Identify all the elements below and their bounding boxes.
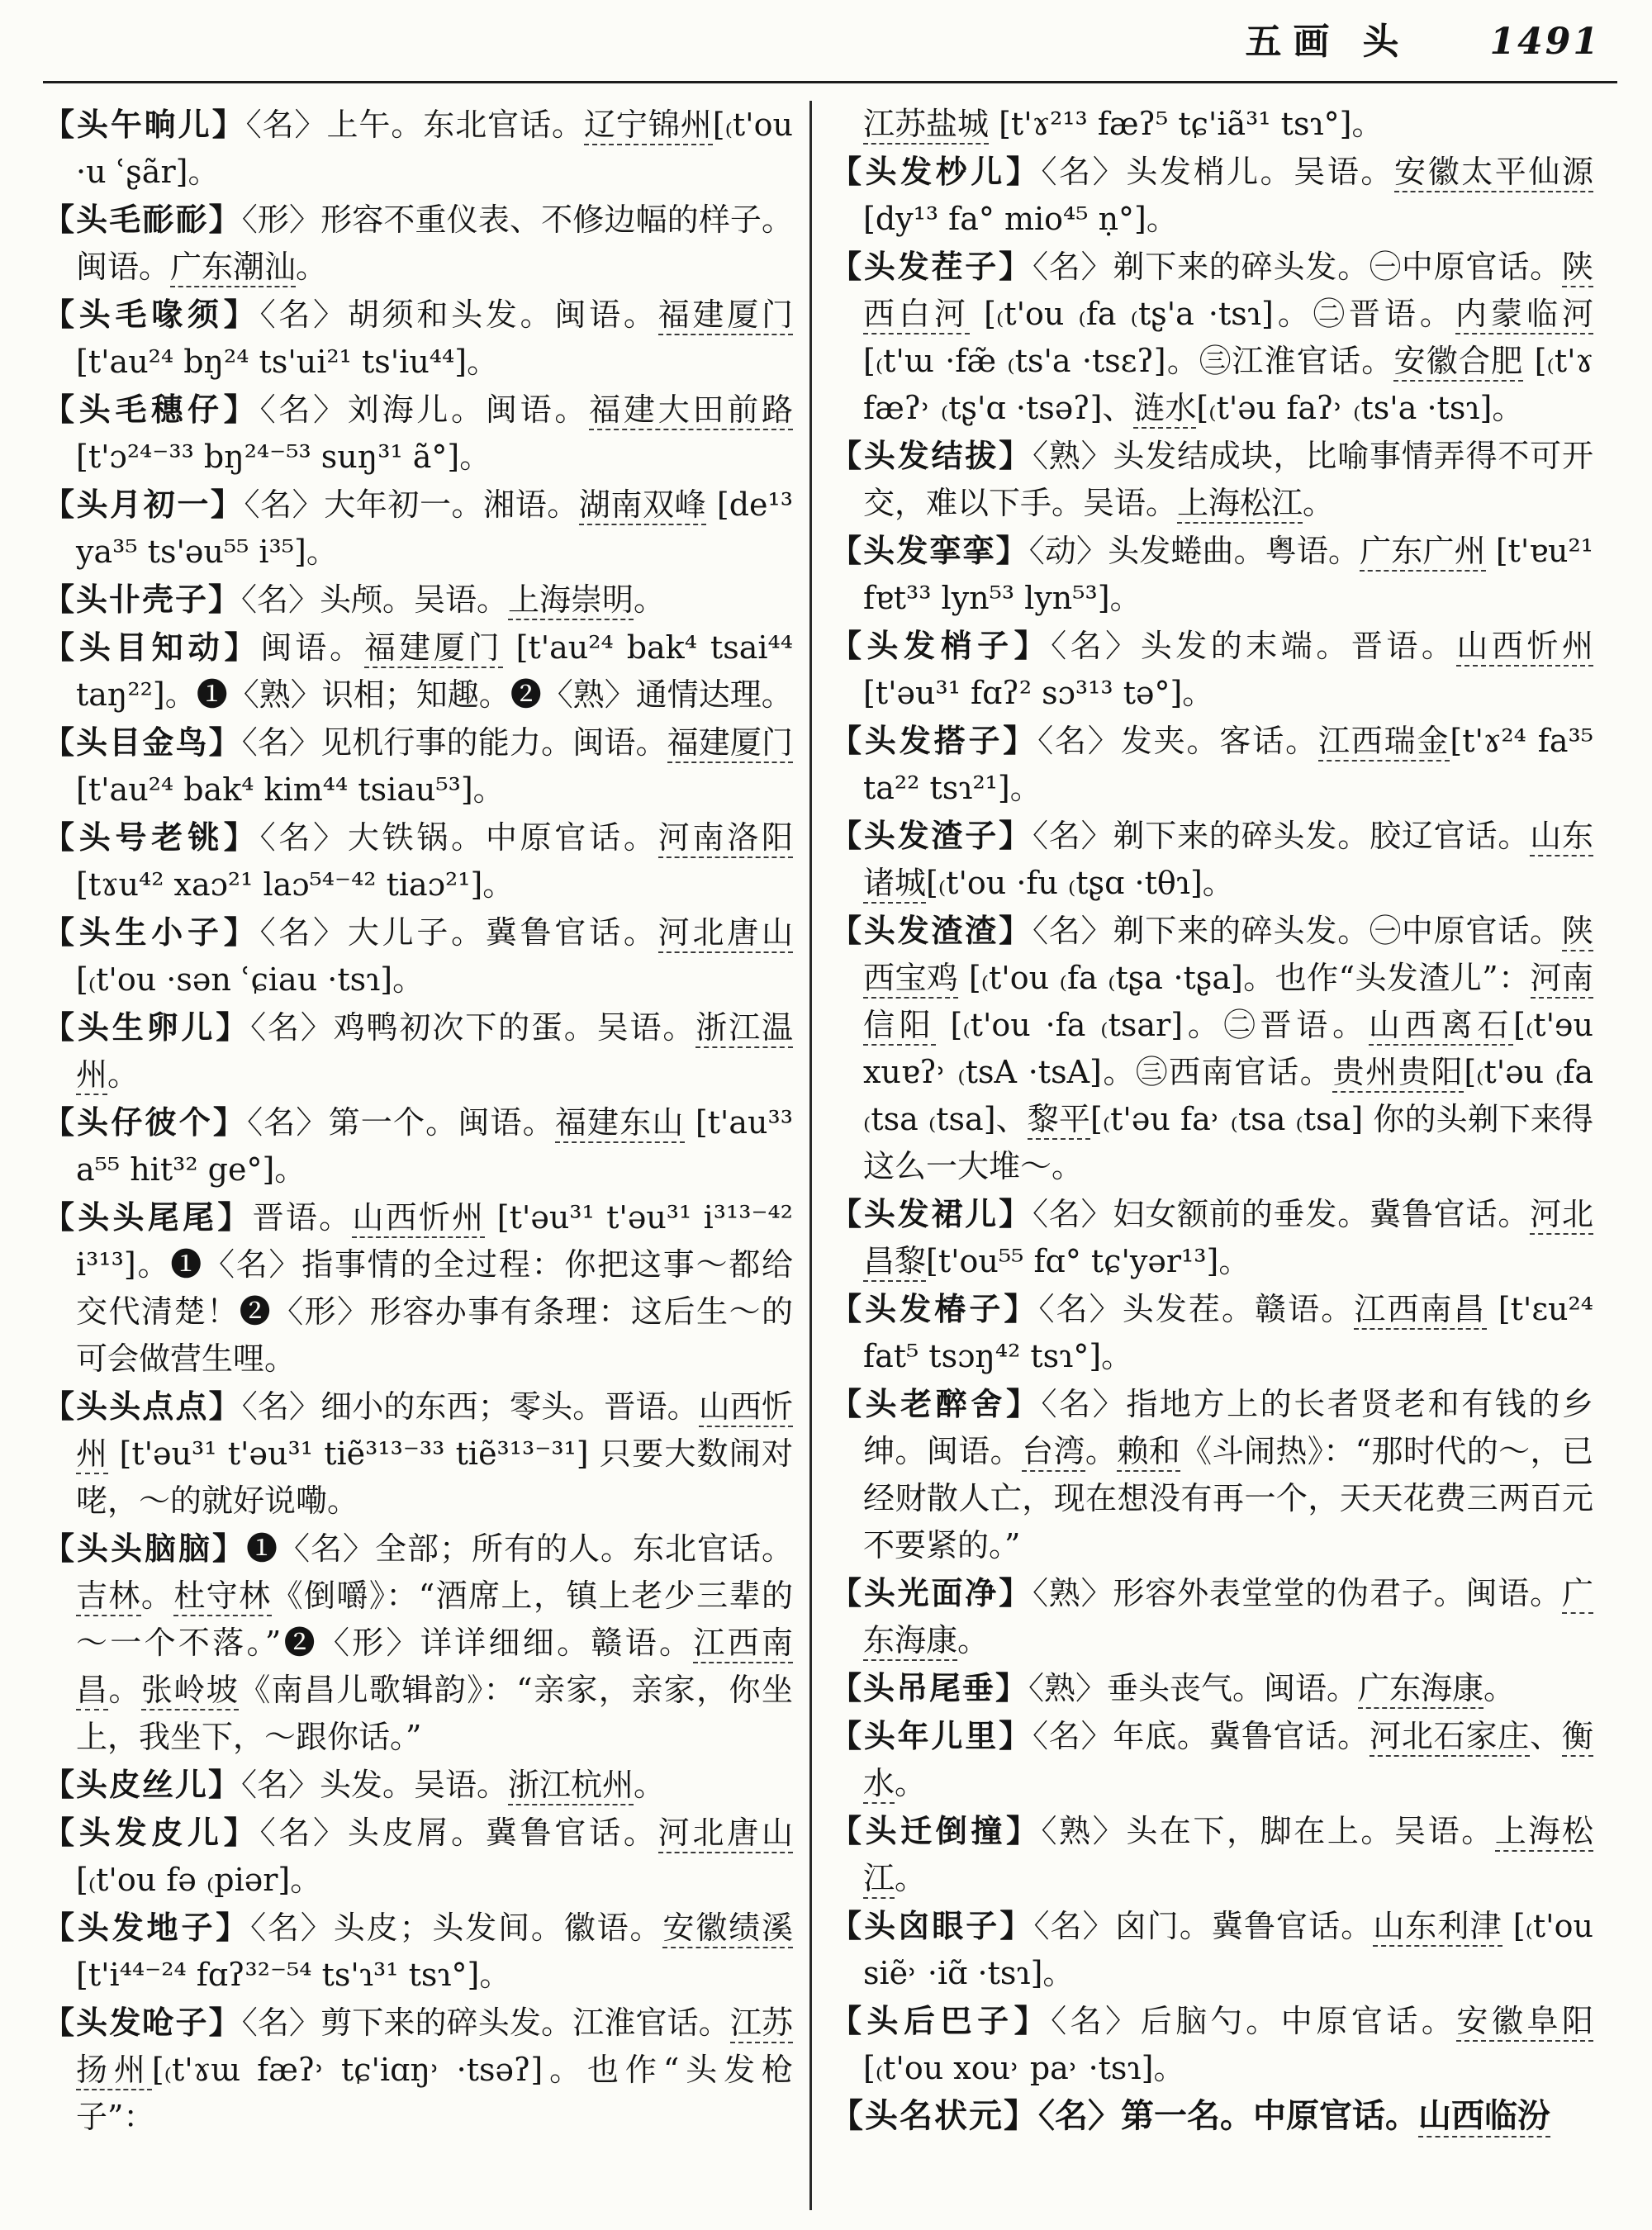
place-name-underline: 广东潮汕 [170, 249, 296, 287]
place-name-underline: 上海松江 [863, 1813, 1593, 1899]
entry-body: 〈名〉剃下来的碎头发。㊀中原官话。陕西白河 [₍t'ou ₍fa ₍tʂ'a ·tsɿ]。㊁晋语。内蒙临河 [₍t'ɯ ·fæ̃ ₍ts'a ·tsɛʔ]。㊂江淮官话。安徽合肥 [₍t'ɤ fæʔ˒ ₍tʂ'ɑ ·tsəʔ]、涟水[₍t'əu faʔ˒ ₍ts'a ·tsɿ]。 [863, 249, 1593, 429]
dictionary-entry [43, 576, 793, 624]
place-name-underline: 福建东山 [555, 1104, 685, 1143]
entry-headword: 【头发茬子】 [830, 248, 1032, 285]
entry-body: 〈熟〉头在下，脚在上。吴语。上海松江。 [863, 1813, 1593, 1899]
place-name-underline: 安徽太平仙源 [1394, 154, 1593, 192]
entry-body: 〈名〉年底。冀鲁官话。河北石家庄、衡水。 [863, 1718, 1593, 1804]
place-name-underline: 陕西宝鸡 [863, 913, 1593, 999]
entry-body: 〈名〉头颅。吴语。上海崇明。 [241, 581, 665, 620]
dictionary-entry [43, 1383, 793, 1525]
place-name-underline: 杜守林 [173, 1578, 271, 1616]
entry-headword: 【头号老铫】 [43, 818, 260, 856]
dictionary-entry [830, 1190, 1593, 1285]
dictionary-entry [43, 1999, 793, 2141]
place-name-underline: 山西临汾 [1418, 2096, 1550, 2137]
entry-body: 〈名〉剃下来的碎头发。胶辽官话。山东诸城[₍t'ou ·fu ₍tʂɑ ·tθɿ]。 [863, 818, 1593, 904]
place-name-underline: 福建厦门 [667, 724, 793, 763]
entry-headword: 【头发杪儿】 [830, 153, 1042, 190]
place-name-underline: 山西离石 [1369, 1007, 1513, 1046]
entry-body: 〈名〉鸡鸭初次下的蛋。吴语。浙江温州。 [76, 1009, 793, 1095]
place-name-underline: 安徽绩溪 [662, 1910, 793, 1948]
entry-headword: 【头发搭子】 [830, 722, 1038, 759]
entry-headword: 【头毛耏耏】 [43, 201, 242, 238]
entry-headword: 【头头尾尾】 [43, 1198, 253, 1236]
entry-body: 〈形〉形容不重仪表、不修边幅的样子。闽语。广东潮汕。 [76, 202, 793, 287]
dictionary-entry [830, 717, 1593, 812]
dictionary-entry [830, 812, 1593, 907]
entry-body: 〈名〉头皮屑。冀鲁官话。河北唐山 [₍t'ou fə ₍piər]。 [76, 1815, 793, 1898]
entry-headword: 【头毛喙须】 [43, 296, 260, 333]
entry-body: 〈名〉大儿子。冀鲁官话。河北唐山 [₍t'ou ·sən ʿɕiau ·tsɿ]。 [76, 914, 793, 998]
dictionary-entry [43, 1761, 793, 1809]
entry-headword: 【头生卵儿】 [43, 1008, 251, 1046]
dictionary-entry [43, 1193, 793, 1383]
entry-headword: 【头老醉舍】 [830, 1385, 1042, 1422]
dictionary-entry [830, 1664, 1593, 1712]
entry-body: 〈名〉后脑勺。中原官话。安徽阜阳 [₍t'ou xou˒ pa˒ ·tsɿ]。 [863, 2003, 1593, 2086]
dictionary-entry [43, 101, 793, 196]
dictionary-entry [43, 196, 793, 291]
dictionary-entry [830, 1380, 1593, 1569]
entry-body: 〈名〉头皮；头发间。徽语。安徽绩溪 [t'i⁴⁴⁻²⁴ fɑʔ³²⁻⁵⁴ ts'ɿ³¹ tsɿ°]。 [76, 1910, 793, 1993]
entry-body: 〈名〉头发。吴语。浙江杭州。 [241, 1767, 665, 1805]
entry-headword: 【头名状元】 [830, 2096, 1038, 2135]
entry-headword: 【头发地子】 [43, 1909, 251, 1946]
dictionary-entry [830, 148, 1593, 243]
entry-headword: 【头年儿里】 [830, 1717, 1032, 1754]
dictionary-entry [43, 1809, 793, 1904]
dictionary-entry [830, 1285, 1593, 1380]
entry-body: 〈名〉刘海儿。闽语。福建大田前路 [t'ɔ²⁴⁻³³ bŋ²⁴⁻⁵³ suŋ³¹ ã°]。 [76, 391, 793, 475]
place-name-underline: 湖南双峰 [579, 486, 706, 525]
entry-headword: 【头后巴子】 [830, 2002, 1051, 2039]
dictionary-entry [830, 1712, 1593, 1807]
entry-headword: 【头头点点】 [43, 1388, 242, 1425]
place-name-underline: 浙江温州 [76, 1009, 793, 1095]
place-name-underline: 衡水 [863, 1718, 1593, 1804]
place-name-underline: 福建厦门 [658, 297, 793, 335]
entry-headword: 【头发梢子】 [830, 627, 1051, 664]
left-column [43, 101, 793, 2210]
entry-body: 〈名〉上午。东北官话。辽宁锦州[₍t'ou ·u ʿʂãr]。 [76, 107, 793, 190]
entry-headword: 【头发结拔】 [830, 437, 1032, 474]
entry-headword: 【头发裙儿】 [830, 1195, 1032, 1232]
place-name-underline: 福建大田前路 [589, 391, 793, 430]
entry-headword: 【头头脑脑】 [43, 1530, 246, 1567]
entry-body: 〈名〉指地方上的长者贤老和有钱的乡绅。闽语。台湾。赖和《斗闹热》：“那时代的～，已经财散人亡，现在想没有再一个，天天花费三两百元不要紧的。” [863, 1386, 1593, 1563]
place-name-underline: 河北唐山 [658, 914, 793, 953]
entry-headword: 【头卝壳子】 [43, 581, 242, 618]
entry-body: 〈名〉见机行事的能力。闽语。福建厦门 [t'au²⁴ bak⁴ kim⁴⁴ tsiau⁵³]。 [76, 724, 793, 808]
dictionary-entry [43, 624, 793, 719]
place-name-underline: 广东海康 [1358, 1670, 1483, 1709]
place-name-underline: 江苏盐城 [863, 106, 989, 145]
dictionary-entry [43, 909, 793, 1004]
header-radical: 头 [1362, 21, 1399, 63]
place-name-underline: 上海松江 [1177, 485, 1303, 524]
place-name-underline: 浙江杭州 [508, 1767, 634, 1805]
entry-headword: 【头发椿子】 [830, 1290, 1039, 1327]
entry-headword: 【头囟眼子】 [830, 1907, 1034, 1944]
entry-headword: 【头发渣渣】 [830, 912, 1032, 949]
place-name-underline: 河北昌黎 [863, 1196, 1593, 1282]
place-name-underline: 山西忻州 [352, 1199, 485, 1238]
dictionary-entry [830, 1997, 1593, 2092]
entry-headword: 【头目知动】 [43, 629, 261, 666]
place-name-underline: 河南信阳 [863, 960, 1593, 1046]
entry-body: 闽语。福建厦门 [t'au²⁴ bak⁴ tsai⁴⁴ taŋ²²]。❶〈熟〉识相；知趣。❷〈熟〉通情达理。 [76, 629, 793, 713]
dictionary-entry [830, 1807, 1593, 1902]
dictionary-entry [43, 1904, 793, 1999]
place-name-underline: 江西瑞金 [1318, 723, 1450, 762]
entry-body: 〈名〉发夹。客话。江西瑞金[t'ɤ²⁴ fa³⁵ ta²² tsɿ²¹]。 [863, 723, 1593, 806]
entry-headword: 【头吊尾垂】 [830, 1669, 1029, 1706]
place-name-underline: 广东广州 [1360, 533, 1486, 572]
dictionary-entry [830, 907, 1593, 1190]
entry-headword: 【头迁倒撞】 [830, 1812, 1042, 1849]
place-name-underline: 安徽合肥 [1393, 343, 1523, 382]
entry-body: 〈名〉剪下来的碎头发。江淮官话。江苏扬州[₍t'ɤɯ fæʔ˒ tɕ'iɑŋ˒ ·tsəʔ]。也作“头发枪子”： [76, 2005, 793, 2135]
dictionary-entry [830, 622, 1593, 717]
place-name-underline: 山西忻州 [76, 1388, 793, 1474]
place-name-underline: 吉林 [76, 1578, 141, 1616]
entry-headword: 【头毛穗仔】 [43, 391, 260, 428]
dictionary-entry [43, 1525, 793, 1761]
entry-headword: 【头发渣子】 [830, 817, 1032, 854]
place-name-underline: 贵州贵阳 [1332, 1054, 1464, 1093]
dictionary-entry [43, 814, 793, 909]
place-name-underline: 张岭坡 [141, 1672, 239, 1710]
entry-headword: 【头发皮儿】 [43, 1814, 260, 1851]
entry-body: 〈名〉妇女额前的垂发。冀鲁官话。河北昌黎[t'ou⁵⁵ fɑ° tɕ'yər¹³]。 [863, 1196, 1593, 1282]
entry-body: 〈名〉剃下来的碎头发。㊀中原官话。陕西宝鸡 [₍t'ou ₍fa ₍tʂa ·tʂa]。也作“头发渣儿”：河南信阳 [₍t'ou ·fa ₍tsar]。㊁晋语。山西离石[₍t'ɘu xuɐʔ˒ ₍tsA ·tsA]。㊂西南官话。贵州贵阳[₍t'əu ₍fa ₍tsa ₍tsa]、黎平[₍t'əu fa˒ ₍tsa ₍tsa] 你的头剃下来得这么一大堆～。 [863, 913, 1593, 1184]
content-columns [43, 101, 1621, 2210]
entry-headword: 【头生小子】 [43, 913, 260, 951]
dictionary-entry [43, 386, 793, 481]
entry-body: 〈名〉第一名。中原官话。山西临汾 [1038, 2096, 1550, 2137]
header-rule [43, 81, 1617, 83]
column-divider [809, 101, 812, 2210]
place-name-underline: 黎平 [1028, 1101, 1090, 1140]
entry-headword: 【头仔彼个】 [43, 1103, 248, 1141]
dictionary-entry [43, 719, 793, 814]
entry-body: 〈熟〉垂头丧气。闽语。广东海康。 [1028, 1670, 1515, 1709]
place-name-underline: 广东海康 [863, 1575, 1593, 1661]
dictionary-entry [43, 481, 793, 576]
entry-body: 〈熟〉形容外表堂堂的伪君子。闽语。广东海康。 [863, 1575, 1593, 1661]
entry-headword: 【头月初一】 [43, 486, 244, 523]
entry-body: 〈动〉头发蜷曲。粤语。广东广州 [t'ɐu²¹ fɐt³³ lyn⁵³ lyn⁵³]。 [863, 533, 1593, 616]
entry-body: 〈名〉大年初一。湘语。湖南双峰 [de¹³ ya³⁵ ts'əu⁵⁵ i³⁵]。 [76, 486, 793, 570]
dictionary-entry-continuation [830, 101, 1593, 148]
dictionary-entry [830, 1902, 1593, 1997]
entry-body: 江苏盐城 [t'ɤ²¹³ fæʔ⁵ tɕ'iã³¹ tsɿ°]。 [863, 106, 1383, 145]
place-name-underline: 辽宁锦州 [584, 107, 713, 145]
entry-body: 〈熟〉头发结成块，比喻事情弄得不可开交，难以下手。吴语。上海松江。 [863, 438, 1593, 524]
entry-body: 〈名〉头发的末端。晋语。山西忻州 [t'əu³¹ fɑʔ² sɔ³¹³ tə°]。 [863, 628, 1593, 711]
place-name-underline: 台湾 [1022, 1433, 1085, 1472]
place-name-underline: 河南洛阳 [658, 819, 793, 858]
place-name-underline: 河北石家庄 [1370, 1718, 1530, 1757]
entry-headword: 【头目金鸟】 [43, 724, 242, 761]
entry-body: ❶〈名〉全部；所有的人。东北官话。吉林。杜守林《倒嚼》：“酒席上，镇上老少三辈的～一个不落。”❷〈形〉详详细细。赣语。江西南昌。张岭坡《南昌儿歌辑韵》：“亲家，亲家，你坐上，我坐下，～跟你话。” [76, 1530, 793, 1755]
right-column [830, 101, 1593, 2210]
place-name-underline: 江西南昌 [1354, 1291, 1486, 1330]
dictionary-entry [43, 1004, 793, 1098]
dictionary-entry [830, 527, 1593, 622]
entry-body: 〈名〉头发茬。赣语。江西南昌 [t'ɛu²⁴ fat⁵ tsɔŋ⁴² tsɿ°]。 [863, 1291, 1593, 1374]
place-name-underline: 河北唐山 [658, 1815, 793, 1853]
place-name-underline: 江西南昌 [76, 1625, 793, 1710]
entry-body: 〈名〉胡须和头发。闽语。福建厦门 [t'au²⁴ bŋ²⁴ ts'ui²¹ ts'iu⁴⁴]。 [76, 297, 793, 380]
entry-body: 〈名〉头发梢儿。吴语。安徽太平仙源 [dy¹³ fa° mio⁴⁵ ṇ°]。 [863, 154, 1593, 237]
entry-headword: 【头皮丝儿】 [43, 1766, 242, 1803]
place-name-underline: 江苏扬州 [76, 2005, 793, 2090]
dictionary-entry [43, 1098, 793, 1193]
entry-headword: 【头发挛挛】 [830, 532, 1029, 569]
dictionary-entry [830, 1569, 1593, 1664]
entry-body: 〈名〉囟门。冀鲁官话。山东利津 [₍t'ou siẽ˒ ·iɑ̃ ·tsɿ]。 [863, 1908, 1593, 1991]
place-name-underline: 内蒙临河 [1455, 296, 1593, 334]
place-name-underline: 安徽阜阳 [1456, 2003, 1593, 2042]
header-section-title: 五画 [1245, 21, 1341, 63]
entry-headword: 【头光面净】 [830, 1574, 1032, 1611]
place-name-underline: 山东诸城 [863, 818, 1593, 904]
place-name-underline: 福建厦门 [364, 629, 503, 668]
place-name-underline: 涟水 [1133, 390, 1196, 429]
dictionary-entry [43, 291, 793, 386]
entry-body: 〈名〉大铁锅。中原官话。河南洛阳 [tɤu⁴² xaɔ²¹ laɔ⁵⁴⁻⁴² tiaɔ²¹]。 [76, 819, 793, 903]
entry-body: 晋语。山西忻州 [t'əu³¹ t'əu³¹ i³¹³⁻⁴² i³¹³]。❶〈名〉指事情的全过程：你把这事～都给交代清楚！❷〈形〉形容办事有条理：这后生～的可会做营生哩。 [76, 1199, 793, 1377]
place-name-underline: 上海崇明 [508, 581, 634, 620]
place-name-underline: 山西忻州 [1456, 628, 1593, 667]
place-name-underline: 陕西白河 [863, 249, 1593, 334]
entry-headword: 【头午晌儿】 [43, 106, 246, 143]
entry-body: 〈名〉细小的东西；零头。晋语。山西忻州 [t'əu³¹ t'əu³¹ tiẽ³¹³⁻³³ tiẽ³¹³⁻³¹] 只要大数闹对咾，～的就好说嘞。 [76, 1388, 793, 1519]
page-header [0, 12, 1601, 64]
place-name-underline: 赖和 [1117, 1433, 1180, 1472]
entry-headword: 【头发呛子】 [43, 2004, 242, 2041]
dictionary-entry [830, 432, 1593, 527]
entry-body: 〈名〉第一个。闽语。福建东山 [t'au³³ a⁵⁵ hit³² ge°]。 [76, 1104, 793, 1188]
dictionary-entry [830, 2092, 1593, 2139]
place-name-underline: 山东利津 [1373, 1908, 1502, 1947]
page-number: 1491 [1489, 21, 1601, 63]
dictionary-entry [830, 243, 1593, 432]
